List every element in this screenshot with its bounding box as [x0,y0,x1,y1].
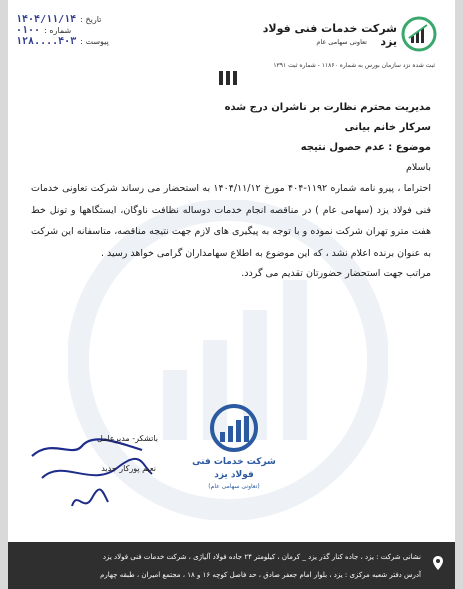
number-value: ۰۱۰۰ [16,25,41,36]
letter-page [8,0,455,589]
letter-footer [8,542,455,589]
seal-name-2: فولاد یزد [214,470,254,480]
signature-block [22,428,162,518]
company-logo [247,16,437,56]
registration-line: ثبت شده نزد سازمان بورس به شماره ۱۱۸۶۰ - شماره ثبت ۱۳۹۱ [273,62,435,69]
header-bars-icon [219,70,245,84]
location-pin-icon [433,556,443,570]
company-name: شرکت خدمات فنی فولاد یزد [262,22,397,48]
company-type: تعاونی سهامی عام [316,38,367,46]
letter-body [31,98,431,284]
letter-meta [16,14,146,47]
seal-name: شرکت خدمات فنی [192,457,276,467]
attachment-row [16,36,146,47]
company-logo-icon [401,16,437,52]
date-label: تاریخ : [80,15,102,24]
number-label: شماره : [44,26,72,35]
date-row [16,14,146,25]
greeting: باسلام [405,162,431,173]
recipient-line-1: مدیریت محترم نظارت بر ناشران درج شده [224,102,431,113]
seal-logo-icon [186,402,282,498]
closing-line: مراتب جهت استحضار حضورتان تقدیم می گردد. [241,268,431,279]
subject-line: موضوع : عدم حصول نتیجه [300,142,431,153]
company-seal [186,402,282,498]
attachment-value: ۴۰۳....۱۲۸ [16,36,77,47]
signature-role: باتشکر- مدیرعامل [97,434,158,443]
attachment-label: پیوست : [80,37,109,46]
footer-address-2: آدرس دفتر شعبه مرکزی : یزد ، بلوار امام جعفر صادق ، حد فاصل کوچه ۱۶ و ۱۸ ، مجتمع امیران ، طبقه چهارم [100,571,421,579]
footer-address-1: نشانی شرکت : یزد ، جاده کنار گذر یزد _ کرمان ، کیلومتر ۲۴ جاده فولاد آلیاژی ، شرکت خدمات فنی فولاد یزد [102,553,421,561]
seal-type: (تعاونی سهامی عام) [208,483,260,490]
date-value: ۱۴۰۴/۱۱/۱۴ [16,14,77,25]
letter-paragraph: احتراما ، پیرو نامه شماره ۱۱۹۲-۴۰۴ مورخ ۱۴۰۴/۱۱/۱۲ به استحضار می رساند شرکت تعاونی خدمات فنی فولاد یزد (سهامی عام ) در مناقصه انجام خدمات دوساله نظافت ناوگان، ایستگاهها و تونل خط هفت مترو تهران شرکت نموده و با توجه به پیگیری های لازم جهت نتیجه مناقصه، متاسفانه این شرکت به عنوان برنده اعلام نشد ، که این موضوع به اطلاع سهامداران گرامی خواهد رسید . [31,183,431,259]
number-row [16,25,146,36]
recipient-line-2: سرکار خانم بیانی [344,122,431,133]
signature-name: نعیم پورکار جدید [101,464,156,473]
